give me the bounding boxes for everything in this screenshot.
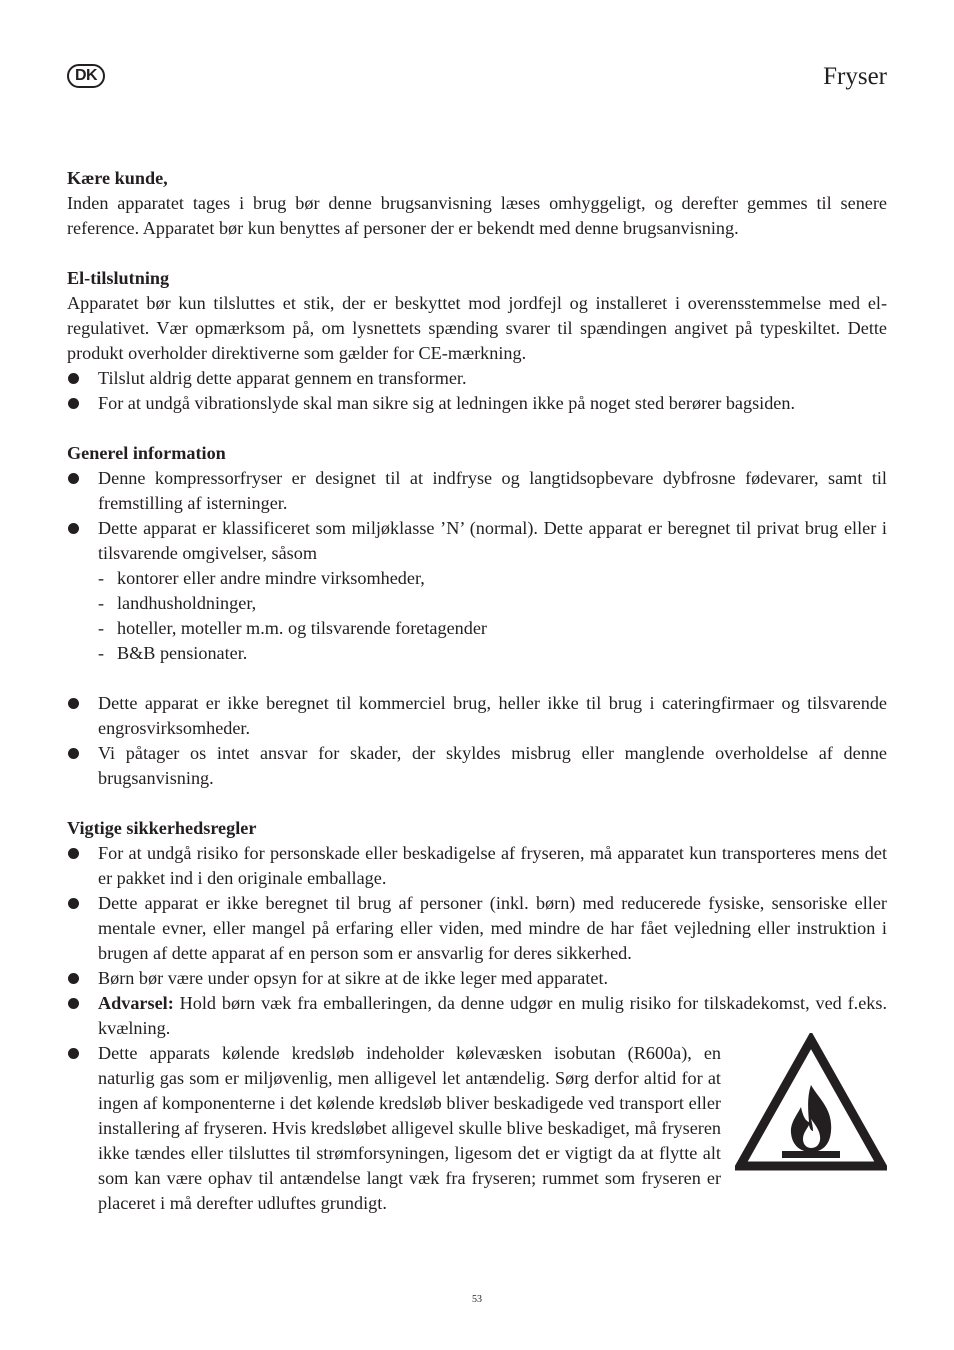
bullet-icon (68, 998, 79, 1009)
bullet-icon (68, 973, 79, 984)
bullet-icon (68, 898, 79, 909)
bullet-text: Hold børn væk fra emballeringen, da denne udgør en mulig risiko for tilskadekomst, ved f.eks. kvælning. (98, 993, 887, 1038)
general-bullet-list (67, 466, 887, 791)
intro-text: Inden apparatet tages i brug bør denne brugsanvisning læses omhyggeligt, og derefter gemmes til senere reference. Apparatet bør kun benyttes af personer der er bekendt med denne brugsanvisning. (67, 193, 887, 238)
general-heading: Generel information (67, 443, 226, 463)
dash-text: B&B pensionater. (117, 643, 248, 663)
bullet-text: For at undgå vibrationslyde skal man sikre sig at ledningen ikke på noget sted berører bagsiden. (98, 393, 796, 413)
flammable-warning-icon (735, 1033, 887, 1173)
el-text: Apparatet bør kun tilsluttes et stik, der er beskyttet mod jordfejl og installeret i overensstemmelse med el-regulativet. Vær opmærksom på, om lysnettets spænding svarer til spændingen angivet på typeskiltet. Dette produkt overholder direktiverne som gælder for CE-mærkning. (67, 293, 887, 363)
dash-text: hoteller, moteller m.m. og tilsvarende foretagender (117, 618, 487, 638)
el-heading: El-tilslutning (67, 268, 170, 288)
intro-heading: Kære kunde, (67, 168, 168, 188)
warning-label: Advarsel: (98, 993, 174, 1013)
section-intro (67, 166, 887, 241)
page-number: 53 (472, 1294, 482, 1305)
bullet-icon (68, 398, 79, 409)
bullet-text: Dette apparats kølende kredsløb indeholder kølevæsken isobutan (R600a), en naturlig gas som er miljøvenlig, men alligevel let antændelig. Sørg derfor altid for at ingen af komponenterne i det kølende kredsløb bliver beskadigede ved transport eller installering af fryseren. Hvis kredsløbet alligevel skulle blive beskadiget, må fryseren ikke tændes eller tilsluttes til strømforsyningen, ligesom det er vigtigt da at flytte alt som kan være ophav til antændelse langt væk fra fryseren; rummet som fryseren er placeret i må derefter udluftes grundigt. (98, 1043, 721, 1213)
bullet-text: Vi påtager os intet ansvar for skader, der skyldes misbrug eller manglende overholdelse af denne brugsanvisning. (98, 743, 887, 788)
spacer (98, 666, 887, 691)
list-item (67, 841, 887, 891)
section-general-information (67, 441, 887, 791)
list-item (67, 891, 887, 966)
list-item (67, 391, 887, 416)
dash-item: - hoteller, moteller m.m. og tilsvarende foretagender (98, 618, 487, 638)
bullet-icon (68, 698, 79, 709)
list-item (67, 741, 887, 791)
section-el-tilslutning (67, 266, 887, 416)
bullet-icon (68, 1048, 79, 1059)
bullet-text: Dette apparat er klassificeret som miljøklasse ’N’ (normal). Dette apparat er beregnet til privat brug eller i tilsvarende omgivelser, såsom (98, 518, 887, 563)
list-item (67, 1041, 887, 1216)
bullet-text: Denne kompressorfryser er designet til at indfryse og langtidsopbevare dybfrosne fødevarer, samt til fremstilling af isterninger. (98, 468, 887, 513)
list-item (67, 966, 887, 991)
dash-item: - kontorer eller andre mindre virksomheder, (98, 568, 425, 588)
dash-text: landhusholdninger, (117, 593, 257, 613)
bullet-icon (68, 748, 79, 759)
bullet-icon (68, 848, 79, 859)
bullet-icon (68, 473, 79, 484)
page-title: Fryser (823, 63, 887, 90)
bullet-text: For at undgå risiko for personskade eller beskadigelse af fryseren, må apparatet kun transporteres mens det er pakket ind i den originale emballage. (98, 843, 887, 888)
section-safety (67, 816, 887, 1216)
list-item (67, 366, 887, 391)
dash-text: kontorer eller andre mindre virksomheder, (117, 568, 425, 588)
dash-item: - B&B pensionater. (98, 643, 248, 663)
list-item (67, 691, 887, 741)
bullet-icon (68, 373, 79, 384)
language-badge: DK (67, 64, 105, 88)
bullet-text: Børn bør være under opsyn for at sikre at de ikke leger med apparatet. (98, 968, 609, 988)
bullet-text: Dette apparat er ikke beregnet til brug af personer (inkl. børn) med reducerede fysiske, sensoriske eller mentale evner, eller mangel på erfaring eller viden, med mindre de har fået vejledning eller instruktion i brugen af dette apparat af en person som er ansvarlig for deres sikkerhed. (98, 893, 887, 963)
el-bullet-list (67, 366, 887, 416)
safety-bullet-list (67, 841, 887, 1216)
bullet-text: Tilslut aldrig dette apparat gennem en transformer. (98, 368, 467, 388)
list-item (67, 466, 887, 516)
safety-heading: Vigtige sikkerhedsregler (67, 818, 257, 838)
list-item (67, 516, 887, 691)
bullet-icon (68, 523, 79, 534)
bullet-text: Dette apparat er ikke beregnet til kommerciel brug, heller ikke til brug i cateringfirmaer og tilsvarende engrosvirksomheder. (98, 693, 887, 738)
manual-content (67, 166, 887, 1241)
dash-item: - landhusholdninger, (98, 593, 257, 613)
dash-list (98, 566, 887, 666)
